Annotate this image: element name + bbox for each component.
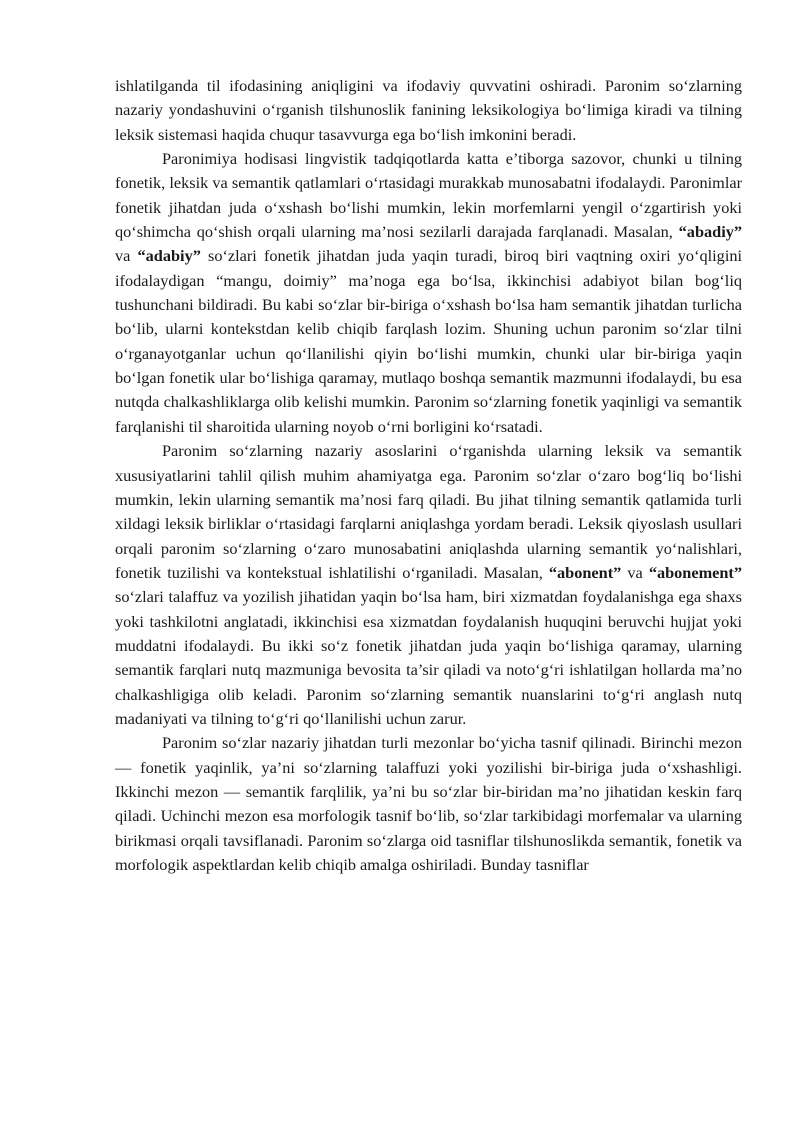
paragraph-text: ishlatilganda til ifodasining aniqligini va ifodaviy quvvatini oshiradi. Paronim so‘zlarning nazariy yondashuvini o‘rganish tilshunoslik fanining leksikologiya bo‘limiga kiradi va tilning leksik sistemasi haqida chuqur tasavvurga ega bo‘lish imkonini beradi. xyxy=(115,76,742,144)
document-page xyxy=(115,74,742,877)
paragraph-text: so‘zlari fonetik jihatdan juda yaqin turadi, biroq biri vaqtning oxiri yo‘qligini ifodalaydigan “mangu, doimiy” ma’noga ega bo‘lsa, ikkinchisi adabiyot bilan bog‘liq tushunchani bildiradi. Bu kabi so‘zlar bir-biriga o‘xshash bo‘lsa ham semantik jihatdan turlicha bo‘lib, ularni kontekstdan kelib chiqib farqlash lozim. Shuning uchun paronim so‘zlar tilni o‘rganayotganlar uchun qo‘llanilishi qiyin bo‘lishi mumkin, chunki ular bir-biriga yaqin bo‘lgan fonetik ular bo‘lishiga qaramay, mutlaqo boshqa semantik mazmunni ifodalaydi, bu esa nutqda chalkashliklarga olib kelishi mumkin. Paronim so‘zlarning fonetik yaqinligi va semantik farqlanishi til sharoitida ularning noyob o‘rni borligini ko‘rsatadi. xyxy=(115,246,743,436)
paragraph-4 xyxy=(115,731,742,877)
paragraph-text: va xyxy=(115,246,138,266)
paragraph-2 xyxy=(115,147,742,439)
term-abonent: “abonent” xyxy=(548,562,622,582)
paragraph-text: Paronim so‘zlar nazariy jihatdan turli mezonlar bo‘yicha tasnif qilinadi. Birinchi mezon — fonetik yaqinlik, ya’ni so‘zlarning talaffuzi yoki yozilishi bir-biriga juda o‘xshashligi. Ikkinchi mezon — semantik farqlilik, ya’ni bu so‘zlar bir-biridan ma’no jihatidan keskin farq qiladi. Uchinchi mezon esa morfologik tasnif bo‘lib, so‘zlar tarkibidagi morfemalar va ularning birikmasi orqali tavsiflanadi. Paronim so‘zlarga oid tasniflar tilshunoslikda semantik, fonetik va morfologik aspektlardan kelib chiqib amalga oshiriladi. Bunday tasniflar xyxy=(115,733,742,874)
term-abonement: “abonement” xyxy=(648,562,742,582)
paragraph-text: Paronimiya hodisasi lingvistik tadqiqotlarda katta e’tiborga sazovor, chunki u tilning fonetik, leksik va semantik qatlamlari o‘rtasidagi murakkab munosabatni ifodalaydi. Paronimlar fonetik jihatdan juda o‘xshash bo‘lishi mumkin, lekin morfemlarni yengil o‘zgartirish yoki qo‘shimcha qo‘shish orqali ularning ma’nosi sezilarli darajada farqlanadi. Masalan, xyxy=(115,149,742,242)
paragraph-3 xyxy=(115,439,742,731)
paragraph-text: so‘zlari talaffuz va yozilish jihatidan yaqin bo‘lsa ham, biri xizmatdan foydalanishga ega shaxs yoki tashkilotni anglatadi, ikkinchisi esa xizmatdan foydalanish huquqini beruvchi hujjat yoki muddatni ifodalaydi. Bu ikki so‘z fonetik jihatdan juda yaqin bo‘lishiga qaramay, ularning semantik farqlari nutq mazmuniga bevosita ta’sir qiladi va noto‘g‘ri ishlatilgan hollarda ma’no chalkashligiga olib keladi. Paronim so‘zlarning semantik nuanslarini to‘g‘ri anglash nutq madaniyati va tilning to‘g‘ri qo‘llanilishi uchun zarur. xyxy=(115,587,742,728)
term-adabiy: “adabiy” xyxy=(137,246,201,266)
paragraph-text: va xyxy=(621,562,649,582)
paragraph-text: Paronim so‘zlarning nazariy asoslarini o‘rganishda ularning leksik va semantik xususiyatlarini tahlil qilish muhim ahamiyatga ega. Paronim so‘zlar o‘zaro bog‘liq bo‘lishi mumkin, lekin ularning semantik ma’nosi farq qiladi. Bu jihat tilning semantik qatlamida turli xildagi leksik birliklar o‘rtasidagi farqlarni aniqlashga yordam beradi. Leksik qiyoslash usullari orqali paronim so‘zlarning o‘zaro munosabatini aniqlashda ularning semantik yo‘nalishlari, fonetik tuzilishi va kontekstual ishlatilishi o‘rganiladi. Masalan, xyxy=(115,441,742,582)
term-abadiy: “abadiy” xyxy=(678,222,742,242)
paragraph-1 xyxy=(115,74,742,147)
